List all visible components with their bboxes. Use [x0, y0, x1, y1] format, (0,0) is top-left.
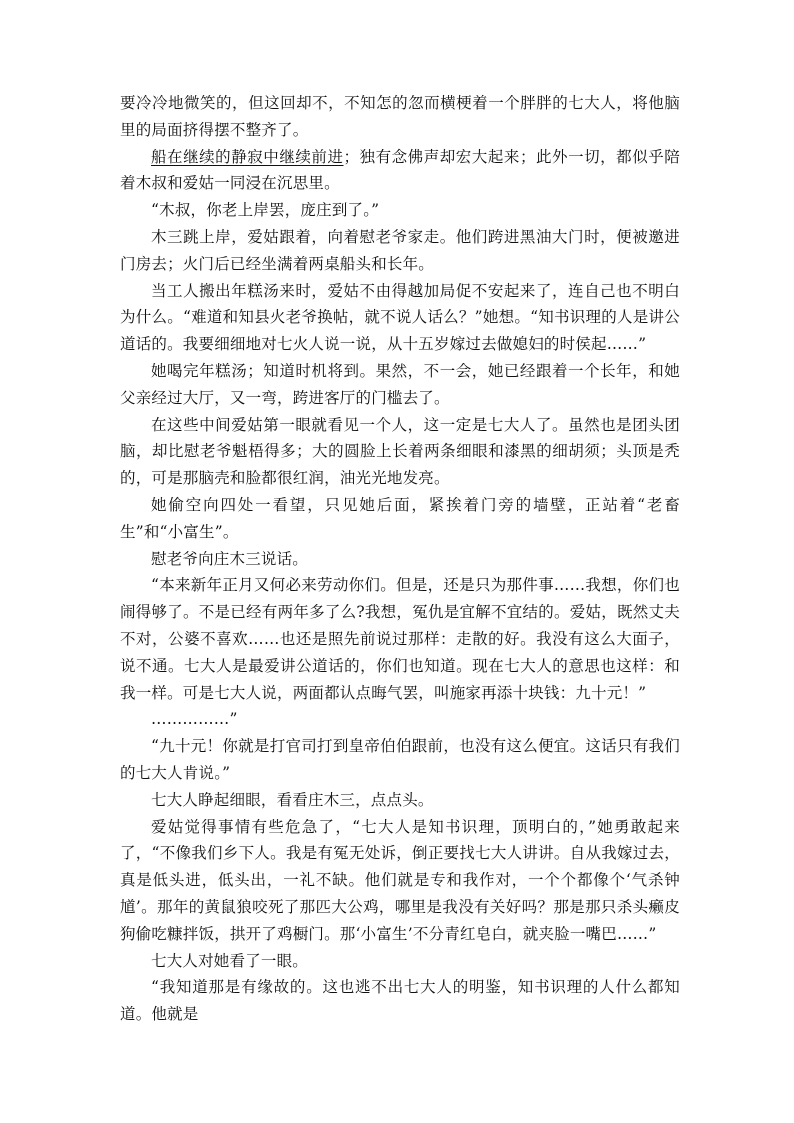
- paragraph-10: “本来新年正月又何必来劳动你们。但是，还是只为那件事……我想，你们也闹得够了。不是已经有两年多了么?我想，冤仇是宜解不宜结的。爱姑，既然丈夫不对，公婆不喜欢……也还是照先前说过那样：走散的好。我没有这么大面子，说不通。七大人是最爱讲公道话的，你们也知道。现在七大人的意思也这样：和我一样。可是七大人说，两面都认点晦气罢，叫施家再添十块钱：九十元！”: [120, 576, 680, 702]
- paragraph-14: 爱姑觉得事情有些危急了，“七大人是知书识理，顶明白的，”她勇敢起来了，“不像我们乡下人。我是有冤无处诉，倒正要找七大人讲讲。自从我嫁过去，真是低头进，低头出，一礼不缺。他们就是专和我作对，一个个都像个‘气杀钟馗’。那年的黄鼠狼咬死了那匹大公鸡，哪里是我没有关好吗？那是那只杀头癞皮狗偷吃糠拌饭，拱开了鸡橱门。那‘小富生’不分青红皂白，就夹脸一嘴巴……”: [120, 817, 680, 943]
- paragraph-3: “木叔，你老上岸罢，庞庄到了。”: [151, 201, 380, 220]
- paragraph-1: 要冷冷地微笑的，但这回却不，不知怎的忽而横梗着一个胖胖的七大人，将他脑里的局面挤得摆不整齐了。: [120, 94, 680, 139]
- paragraph-7: 在这些中间爱姑第一眼就看见一个人，这一定是七大人了。虽然也是团头团脑，却比慰老爷魁梧得多；大的圆脸上长着两条细眼和漆黑的细胡须；头顶是秃的，可是那脑壳和脸都很红润，油光光地发亮。: [120, 415, 680, 488]
- paragraph-6: 她喝完年糕汤；知道时机将到。果然，不一会，她已经跟着一个长年，和她父亲经过大厅，又一弯，跨进客厅的门槛去了。: [120, 361, 680, 407]
- paragraph-8: 她偷空向四处一看望，只见她后面，紧挨着门旁的墙壁，正站着“老畜生”和“小富生”。: [120, 495, 680, 541]
- paragraph-15: 七大人对她看了一眼。: [151, 951, 309, 970]
- body-text: [120, 90, 680, 1028]
- paragraph-2: [120, 144, 680, 198]
- paragraph-5: 当工人搬出年糕汤来时，爱姑不由得越加局促不安起来了，连自己也不明白为什么。“难道和知县火老爷换帖，就不说人话么？”她想。“知书识理的人是讲公道话的。我要细细地对七火人说一说，从十五岁嫁过去做媳妇的时侯起……”: [120, 281, 680, 354]
- paragraph-9: 慰老爷向庄木三说话。: [151, 549, 309, 568]
- paragraph-12: “九十元！你就是打官司打到皇帝伯伯跟前，也没有这么便宜。这话只有我们的七大人肯说。”: [120, 737, 680, 782]
- paragraph-2-rest: ；独有念佛声却宏大起来；此外一切，都似乎陪着木叔和爱姑一同浸在沉思里。: [120, 147, 681, 193]
- underlined-phrase: 船在继续的静寂中继续前进: [151, 147, 344, 166]
- paragraph-4: 木三跳上岸，爱姑跟着，向着慰老爷家走。他们跨进黑油大门时，便被邀进门房去；火门后已经坐满着两桌船头和长年。: [120, 227, 680, 273]
- paragraph-16: “我知道那是有缘故的。这也逃不出七大人的明鉴，知书识理的人什么都知道。他就是: [120, 978, 680, 1024]
- paragraph-11: ……………”: [151, 710, 238, 729]
- paragraph-13: 七大人睁起细眼，看看庄木三，点点头。: [151, 790, 434, 809]
